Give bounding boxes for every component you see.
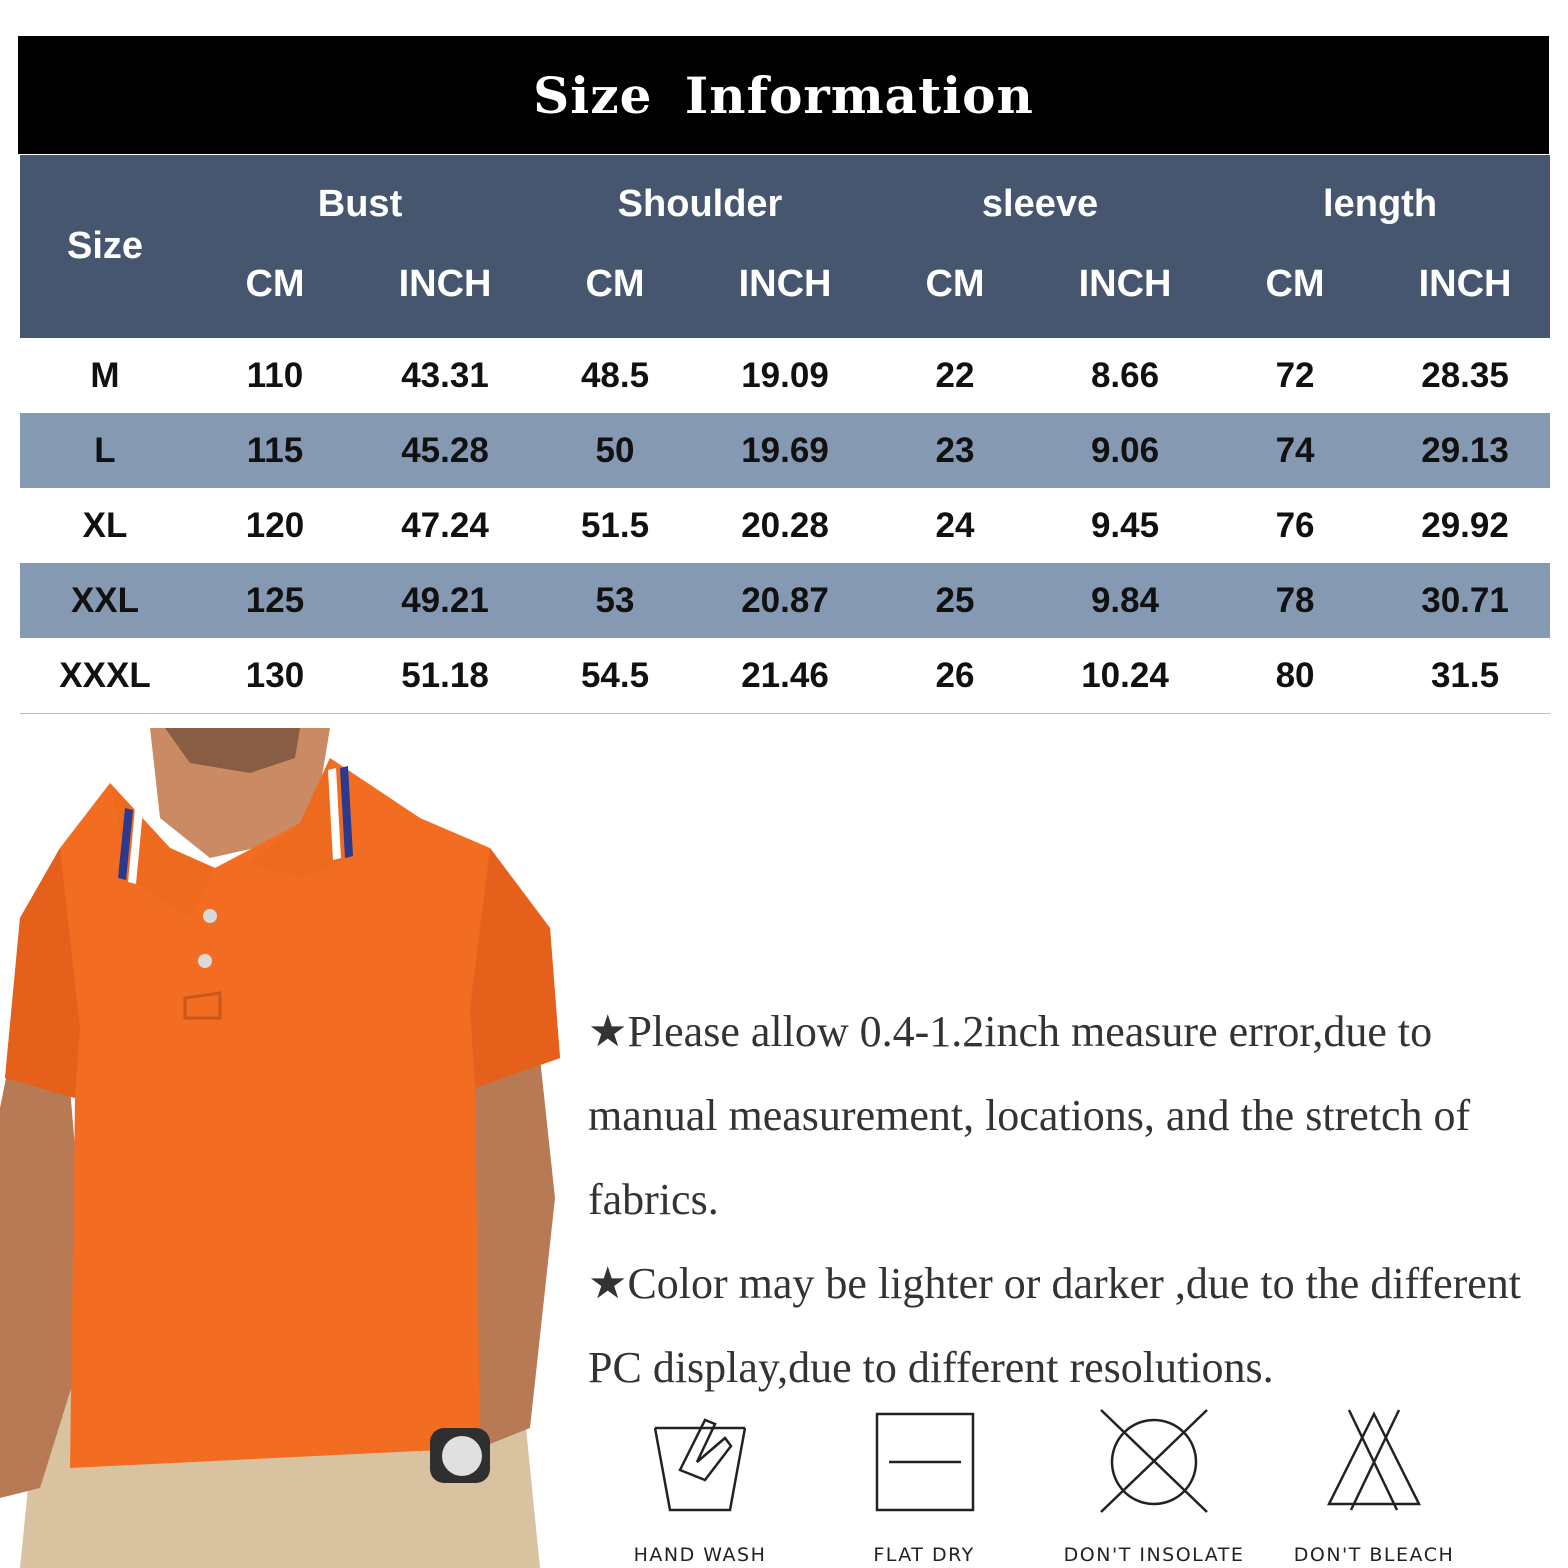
- care-item-dont-insolate: [1054, 1400, 1254, 1568]
- care-item-flat-dry: [824, 1400, 1024, 1568]
- value-cell: 51.18: [360, 638, 530, 714]
- size-column-header: Size: [20, 155, 190, 338]
- value-cell: 74: [1210, 413, 1380, 488]
- care-label: HAND WASH: [633, 1544, 767, 1566]
- note-color-difference: ★Color may be lighter or darker ,due to the different PC display,due to different resolutions.: [588, 1259, 1522, 1392]
- value-cell: 120: [245, 505, 305, 545]
- unit-header: INCH: [360, 253, 530, 338]
- length-header: length: [1210, 155, 1550, 253]
- table-row: [20, 413, 1550, 488]
- value-cell: 78: [1210, 563, 1380, 638]
- value-cell: 50: [530, 413, 700, 488]
- value-cell: 48.5: [580, 355, 650, 395]
- value-cell: 31.5: [1380, 638, 1550, 714]
- unit-header: CM: [190, 253, 360, 338]
- value-cell: 76: [1275, 505, 1315, 545]
- size-cell: L: [20, 413, 190, 488]
- polo-shirt-model-image: [0, 728, 590, 1568]
- value-cell: 20.87: [700, 563, 870, 638]
- flat-dry-icon: [869, 1400, 979, 1520]
- value-cell: 9.06: [1040, 413, 1210, 488]
- value-cell: 23: [870, 413, 1040, 488]
- value-cell: 115: [190, 413, 360, 488]
- value-cell: 20.28: [741, 505, 829, 545]
- size-cell: M: [90, 355, 120, 395]
- value-cell: 54.5: [530, 638, 700, 714]
- value-cell: 19.09: [741, 355, 829, 395]
- unit-header: INCH: [1040, 253, 1210, 338]
- table-row: [20, 488, 1550, 563]
- size-cell: XL: [82, 505, 128, 545]
- dont-insolate-icon: [1089, 1400, 1219, 1520]
- value-cell: 49.21: [360, 563, 530, 638]
- value-cell: 125: [190, 563, 360, 638]
- table-row: [20, 638, 1550, 714]
- value-cell: 80: [1210, 638, 1380, 714]
- value-cell: 72: [1275, 355, 1315, 395]
- value-cell: 19.69: [700, 413, 870, 488]
- value-cell: 9.84: [1040, 563, 1210, 638]
- value-cell: 9.45: [1090, 505, 1160, 545]
- value-cell: 130: [190, 638, 360, 714]
- value-cell: 30.71: [1380, 563, 1550, 638]
- notes-section: [588, 990, 1548, 1410]
- unit-header: CM: [870, 253, 1040, 338]
- note-measure-error: ★Please allow 0.4-1.2inch measure error,due to manual measurement, locations, and the stretch of fabrics.: [588, 1007, 1471, 1224]
- table-row: [20, 338, 1550, 413]
- value-cell: 21.46: [700, 638, 870, 714]
- care-label: DON'T INSOLATE: [1063, 1544, 1245, 1566]
- unit-header: INCH: [700, 253, 870, 338]
- unit-header: CM: [530, 253, 700, 338]
- value-cell: 110: [246, 355, 304, 395]
- value-cell: 24: [935, 505, 975, 545]
- table-row: [20, 563, 1550, 638]
- size-cell: XXL: [20, 563, 190, 638]
- shoulder-header: Shoulder: [530, 155, 870, 253]
- page-title: Size Information: [18, 36, 1549, 154]
- size-cell: XXXL: [20, 638, 190, 714]
- value-cell: 10.24: [1040, 638, 1210, 714]
- value-cell: 28.35: [1421, 355, 1509, 395]
- care-label: DON'T BLEACH: [1293, 1544, 1455, 1566]
- value-cell: 47.24: [401, 505, 489, 545]
- value-cell: 25: [870, 563, 1040, 638]
- sleeve-header: sleeve: [870, 155, 1210, 253]
- value-cell: 51.5: [580, 505, 650, 545]
- value-cell: 8.66: [1090, 355, 1160, 395]
- unit-header: CM: [1210, 253, 1380, 338]
- value-cell: 45.28: [360, 413, 530, 488]
- size-chart-table: [20, 155, 1550, 714]
- value-cell: 53: [530, 563, 700, 638]
- value-cell: 22: [935, 355, 975, 395]
- value-cell: 43.31: [401, 355, 489, 395]
- unit-header: INCH: [1380, 253, 1550, 338]
- bust-header: Bust: [190, 155, 530, 253]
- value-cell: 29.92: [1421, 505, 1509, 545]
- care-instructions: [600, 1400, 1540, 1568]
- value-cell: 26: [870, 638, 1040, 714]
- care-label: FLAT DRY: [873, 1544, 975, 1566]
- care-item-dont-bleach: [1274, 1400, 1474, 1568]
- value-cell: 29.13: [1380, 413, 1550, 488]
- dont-bleach-icon: [1319, 1400, 1429, 1520]
- hand-wash-icon: [635, 1400, 765, 1520]
- care-item-hand-wash: [600, 1400, 800, 1568]
